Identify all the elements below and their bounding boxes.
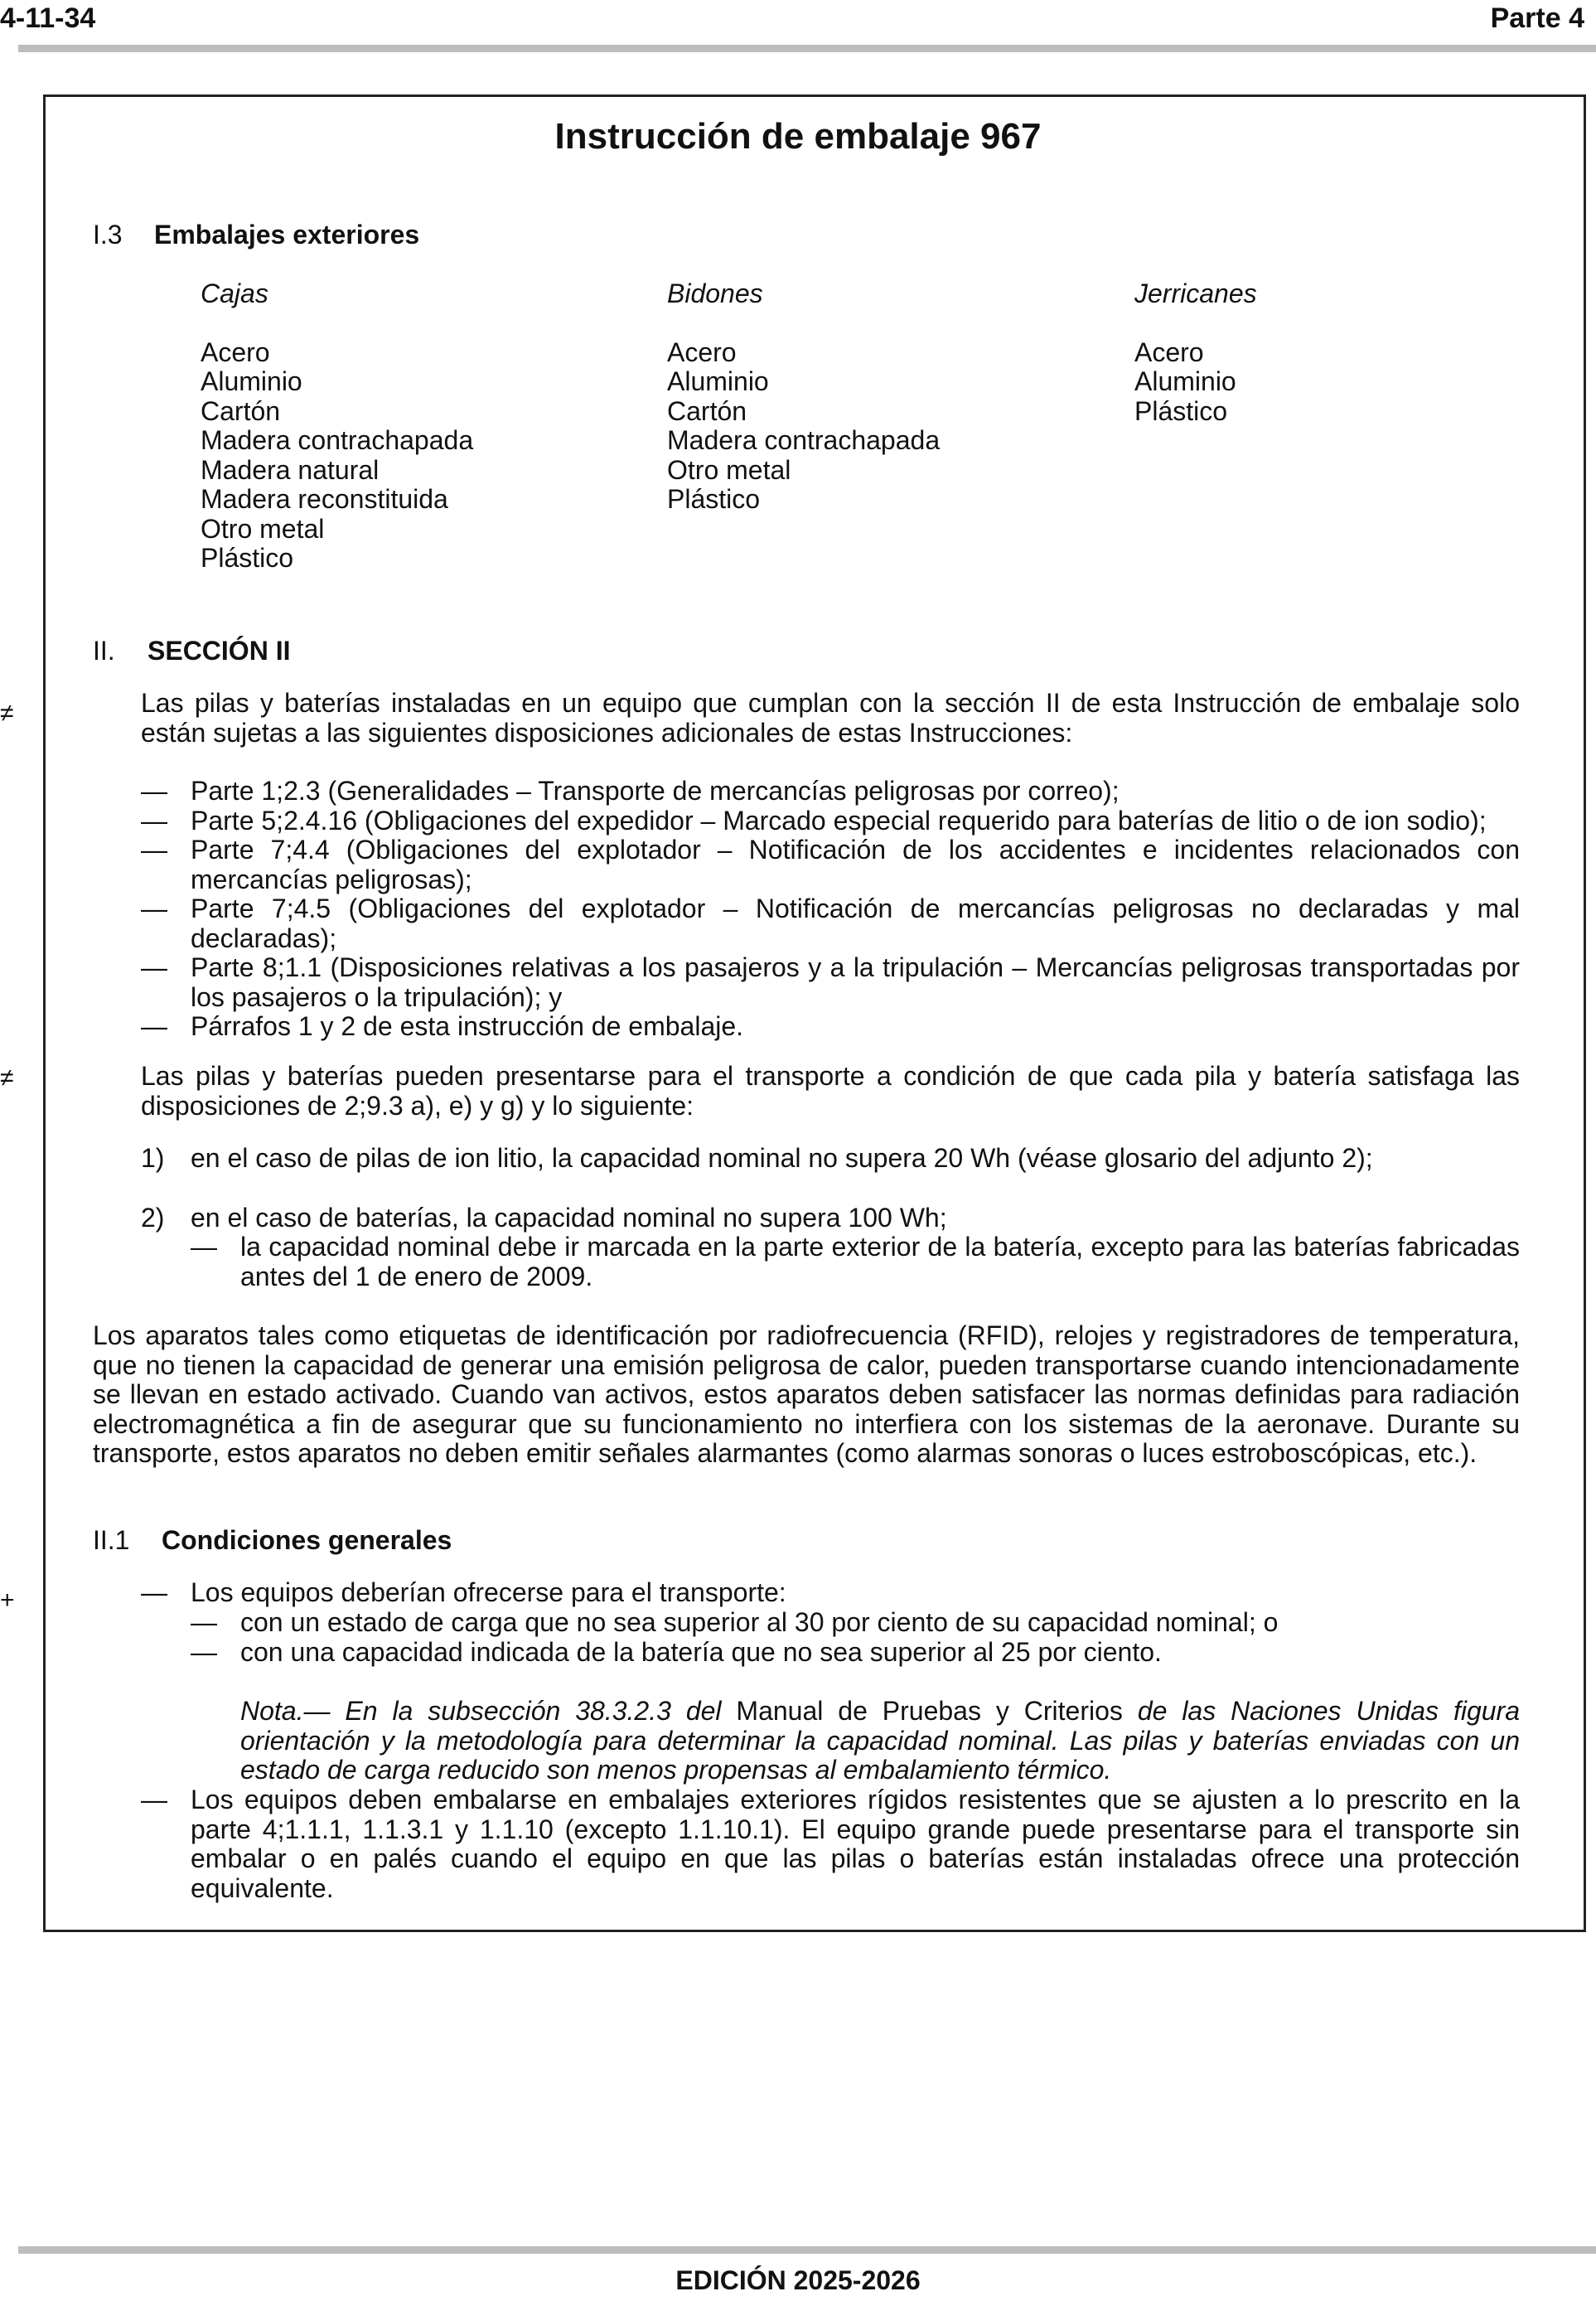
section-heading: Embalajes exteriores <box>154 220 420 249</box>
column-header: Bidones <box>667 279 763 308</box>
dash-bullet: — <box>141 952 167 982</box>
list-item: Aluminio <box>201 366 302 396</box>
list-item: Acero <box>1134 337 1204 367</box>
list-item: Madera contrachapada <box>201 425 474 455</box>
change-mark: ≠ <box>0 700 14 727</box>
list-item: Plástico <box>1134 395 1228 426</box>
list-item: Acero <box>667 337 737 367</box>
dash-bullet: — <box>141 1785 167 1814</box>
dash-bullet: — <box>141 894 167 923</box>
list-item: Otro metal <box>667 454 791 485</box>
section-heading: SECCIÓN II <box>148 636 291 666</box>
list-item: Parte 7;4.5 (Obligaciones del explotador – Notificación de mercancías peligrosas no declaradas y mal declaradas); <box>191 894 1520 953</box>
section-number: II.1 <box>93 1525 130 1555</box>
part-label: Parte 4 <box>1490 2 1584 34</box>
header-rule <box>18 45 1596 52</box>
list-item: Los equipos deberían ofrecerse para el transporte: <box>191 1577 786 1607</box>
dash-bullet: — <box>141 806 167 836</box>
list-item: Parte 7;4.4 (Obligaciones del explotador – Notificación de los accidentes e incidentes relacionados con mercancías peligrosas); <box>191 835 1520 894</box>
list-item: Madera contrachapada <box>667 425 941 455</box>
note-text: Nota.— En la subsección 38.3.2.3 del <box>240 1696 722 1726</box>
numbered-item: en el caso de pilas de ion litio, la capacidad nominal no supera 20 Wh (véase glosario del adjunto 2); <box>191 1143 1373 1173</box>
dash-bullet: — <box>141 776 167 806</box>
list-item: Aluminio <box>667 366 769 396</box>
list-item: Otro metal <box>201 513 325 544</box>
list-item: Parte 5;2.4.16 (Obligaciones del expedidor – Marcado especial requerido para baterías de litio o de ion sodio); <box>191 806 1487 836</box>
item-number: 1) <box>141 1143 165 1173</box>
list-item: Los equipos deben embalarse en embalajes exteriores rígidos resistentes que se ajusten a lo prescrito en la parte 4;1.1.1, 1.1.3.1 y 1.1.10 (excepto 1.1.10.1). El equipo grande puede presentarse para el transporte sin embalar o en palés cuando el equipo en que las pilas o baterías están instaladas ofrece una protección equivalente. <box>191 1785 1520 1903</box>
paragraph: Las pilas y baterías instaladas en un equipo que cumplan con la sección II de esta Instrucción de embalaje solo están sujetas a las siguientes disposiciones adicionales de estas Instrucciones: <box>141 688 1520 748</box>
dash-bullet: — <box>191 1637 217 1667</box>
column-cajas <box>201 279 473 574</box>
list-item: Plástico <box>667 484 761 514</box>
dash-bullet: — <box>191 1232 217 1262</box>
list-item: Parte 1;2.3 (Generalidades – Transporte de mercancías peligrosas por correo); <box>191 776 1120 806</box>
section-number: I.3 <box>93 220 123 249</box>
change-mark: ≠ <box>0 1064 14 1092</box>
sub-item: con un estado de carga que no sea superior al 30 por ciento de su capacidad nominal; o <box>240 1607 1279 1637</box>
column-jerricanes <box>1134 279 1257 426</box>
paragraph: Los aparatos tales como etiquetas de identificación por radiofrecuencia (RFID), relojes y registradores de temperatura, que no tienen la capacidad de generar una emisión peligrosa de calor, pueden transportarse cuando intencionadamente se llevan en estado activado. Cuando van activos, estos aparatos deben satisfacer las normas definidas para radiación electromagnética a fin de asegurar que su funcionamiento no interfiera con los sistemas de la aeronave. Durante su transporte, estos aparatos no deben emitir señales alarmantes (como alarmas sonoras o luces estroboscópicas, etc.). <box>93 1320 1520 1468</box>
dash-bullet: — <box>141 1577 167 1607</box>
page-number: 4-11-34 <box>0 2 96 34</box>
column-header: Cajas <box>201 279 268 308</box>
manual-title: Manual de Pruebas y Criterios <box>736 1696 1123 1726</box>
change-mark: + <box>0 1586 15 1614</box>
list-item: Parte 8;1.1 (Disposiciones relativas a los pasajeros y a la tripulación – Mercancías peligrosas transportadas por los pasajeros o la tripulación); y <box>191 952 1520 1012</box>
dash-bullet: — <box>191 1607 217 1637</box>
column-bidones <box>667 279 940 515</box>
paragraph: Las pilas y baterías pueden presentarse para el transporte a condición de que cada pila y batería satisfaga las disposiciones de 2;9.3 a), e) y g) y lo siguiente: <box>141 1061 1520 1121</box>
list-item: Acero <box>201 337 270 367</box>
edition-label: EDICIÓN 2025-2026 <box>675 2265 921 2295</box>
page-title: Instrucción de embalaje 967 <box>554 116 1042 157</box>
list-item: Cartón <box>201 395 281 426</box>
list-item: Aluminio <box>1134 366 1236 396</box>
list-item: Párrafos 1 y 2 de esta instrucción de embalaje. <box>191 1011 744 1041</box>
dash-bullet: — <box>141 835 167 865</box>
numbered-item: en el caso de baterías, la capacidad nominal no supera 100 Wh; <box>191 1203 947 1233</box>
sub-item: con una capacidad indicada de la batería que no sea superior al 25 por ciento. <box>240 1637 1162 1667</box>
list-item: Cartón <box>667 395 747 426</box>
list-item: Plástico <box>201 543 294 573</box>
dash-bullet: — <box>141 1011 167 1041</box>
note <box>240 1697 1520 1785</box>
section-number: II. <box>93 636 115 666</box>
note-text: de las Naciones Unidas figura orientación y la metodología para determinar la capacidad nominal. Las pilas y baterías enviadas con un estado de carga reducido son menos propensas al embalamiento térmico. <box>240 1696 1520 1785</box>
section-heading: Condiciones generales <box>162 1525 452 1555</box>
list-item: Madera reconstituida <box>201 484 448 514</box>
item-number: 2) <box>141 1203 165 1233</box>
sub-item: la capacidad nominal debe ir marcada en la parte exterior de la batería, excepto para las baterías fabricadas antes del 1 de enero de 2009. <box>240 1232 1520 1291</box>
list-item: Madera natural <box>201 454 380 485</box>
column-header: Jerricanes <box>1134 279 1257 308</box>
footer-rule <box>18 2246 1596 2254</box>
